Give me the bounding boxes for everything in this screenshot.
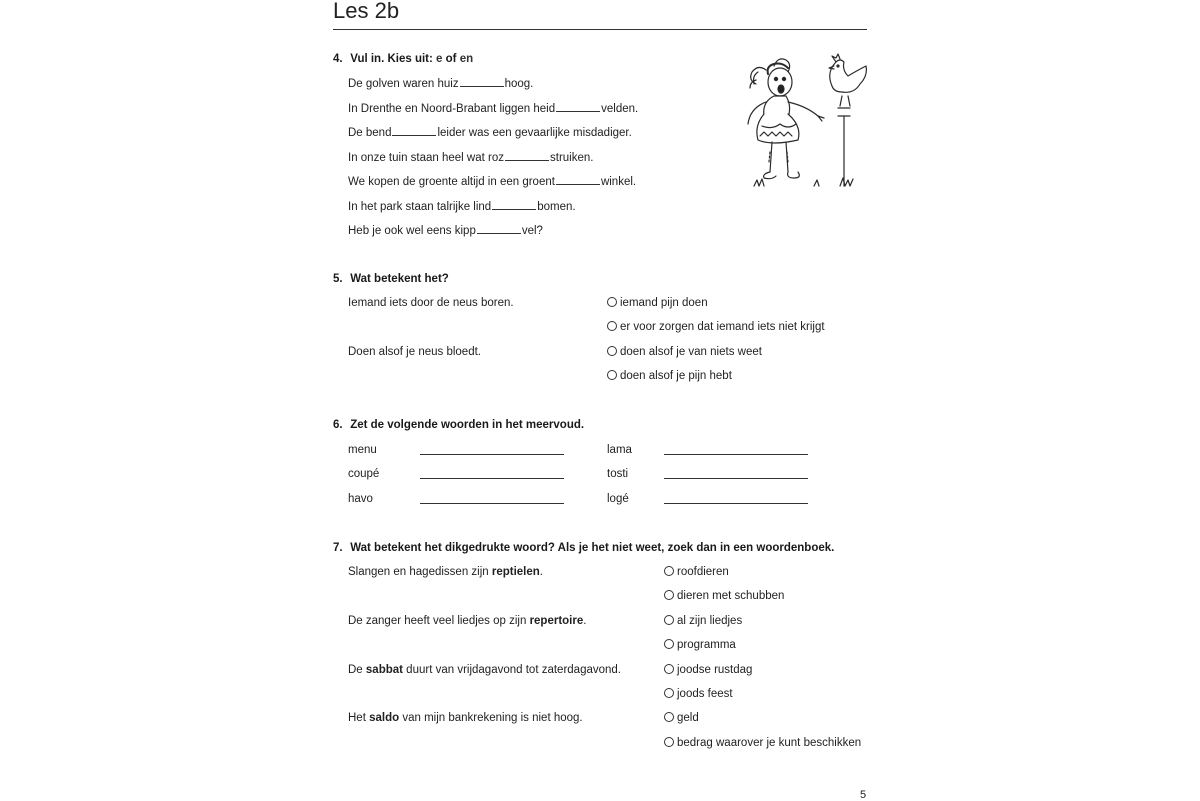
page-title: Les 2b	[333, 0, 400, 23]
answer-line[interactable]	[420, 478, 564, 479]
radio-button[interactable]	[664, 737, 674, 747]
option-en: en	[459, 53, 474, 65]
fill-in-blank[interactable]	[460, 77, 504, 87]
choice-label: programma	[677, 639, 736, 651]
choice-label: doen alsof je pijn hebt	[620, 370, 732, 382]
q7-sentence	[348, 566, 543, 578]
answer-line[interactable]	[664, 454, 808, 455]
choice-label: al zijn liedjes	[677, 615, 743, 627]
sentence-start: De golven waren huiz	[348, 78, 459, 90]
sentence-start: Slangen en hagedissen zijn	[348, 566, 492, 578]
q4-sentence	[348, 175, 636, 188]
question-5-heading	[333, 273, 449, 285]
q5-choice[interactable]	[607, 346, 762, 358]
q7-sentence	[348, 712, 583, 724]
question-7-number: 7.	[333, 542, 343, 554]
sentence-end: van mijn bankrekening is niet hoog.	[399, 712, 583, 724]
q4-sentence	[348, 224, 543, 237]
option-e: e	[436, 53, 443, 65]
q6-word: coupé	[348, 468, 380, 480]
question-7-heading	[333, 542, 834, 554]
sentence-start: In onze tuin staan heel wat roz	[348, 152, 504, 164]
choice-label: iemand pijn doen	[620, 297, 708, 309]
q4-sentence	[348, 77, 533, 90]
answer-line[interactable]	[420, 454, 564, 455]
question-5-number: 5.	[333, 273, 343, 285]
radio-button[interactable]	[607, 321, 617, 331]
q6-word: logé	[607, 493, 629, 505]
sentence-start: De bend	[348, 127, 392, 139]
sentence-end: hoog.	[504, 78, 534, 90]
question-4-heading	[333, 53, 473, 65]
sentence-start: In Drenthe en Noord-Brabant liggen heid	[348, 103, 556, 115]
title-divider	[333, 29, 867, 30]
choice-label: dieren met schubben	[677, 590, 785, 602]
q7-choice[interactable]	[664, 566, 729, 578]
question-4-instruction: Vul in. Kies uit:	[350, 53, 433, 65]
fill-in-blank[interactable]	[392, 126, 436, 136]
question-5-instruction: Wat betekent het?	[350, 273, 449, 285]
page-number: 5	[860, 789, 867, 801]
radio-button[interactable]	[664, 688, 674, 698]
q6-word: tosti	[607, 468, 629, 480]
sentence-end: velden.	[601, 103, 639, 115]
sentence-end: vel?	[521, 225, 543, 237]
radio-button[interactable]	[607, 297, 617, 307]
q4-sentence	[348, 126, 632, 139]
choice-label: joodse rustdag	[677, 664, 753, 676]
q4-sentence	[348, 102, 638, 115]
radio-button[interactable]	[664, 615, 674, 625]
q7-choice[interactable]	[664, 664, 752, 676]
radio-button[interactable]	[607, 346, 617, 356]
q7-sentence	[348, 664, 621, 676]
question-6-number: 6.	[333, 419, 343, 431]
option-separator: of	[445, 53, 457, 65]
q6-word: menu	[348, 444, 377, 456]
q7-choice[interactable]	[664, 737, 861, 749]
q7-choice[interactable]	[664, 639, 736, 651]
q7-choice[interactable]	[664, 615, 742, 627]
sentence-start: De zanger heeft veel liedjes op zijn	[348, 615, 530, 627]
q4-sentence	[348, 200, 576, 213]
choice-label: doen alsof je van niets weet	[620, 346, 762, 358]
question-6-instruction: Zet de volgende woorden in het meervoud.	[350, 419, 585, 431]
fill-in-blank[interactable]	[556, 102, 600, 112]
radio-button[interactable]	[664, 590, 674, 600]
sentence-start: Heb je ook wel eens kipp	[348, 225, 476, 237]
sentence-start: De	[348, 664, 366, 676]
fill-in-blank[interactable]	[492, 200, 536, 210]
q5-choice[interactable]	[607, 297, 708, 309]
question-7-instruction: Wat betekent het dikgedrukte woord? Als je het niet weet, zoek dan in een woordenboek.	[350, 542, 835, 554]
sentence-end: duurt van vrijdagavond tot zaterdagavond.	[402, 664, 621, 676]
sentence-start: We kopen de groente altijd in een groent	[348, 176, 555, 188]
sentence-end: bomen.	[537, 201, 576, 213]
q6-word: havo	[348, 493, 373, 505]
q7-choice[interactable]	[664, 590, 784, 602]
sentence-end: .	[539, 566, 543, 578]
sentence-end: struiken.	[550, 152, 594, 164]
sentence-end: winkel.	[600, 176, 637, 188]
question-4-number: 4.	[333, 53, 343, 65]
sentence-start: Het	[348, 712, 370, 724]
answer-line[interactable]	[664, 503, 808, 504]
fill-in-blank[interactable]	[556, 175, 600, 185]
radio-button[interactable]	[607, 370, 617, 380]
q7-sentence	[348, 615, 586, 627]
bold-word: saldo	[369, 712, 400, 724]
answer-line[interactable]	[420, 503, 564, 504]
fill-in-blank[interactable]	[477, 224, 521, 234]
q5-prompt: Iemand iets door de neus boren.	[348, 297, 514, 309]
radio-button[interactable]	[664, 712, 674, 722]
q6-word: lama	[607, 444, 632, 456]
sentence-start: In het park staan talrijke lind	[348, 201, 492, 213]
q5-choice[interactable]	[607, 370, 732, 382]
answer-line[interactable]	[664, 478, 808, 479]
bold-word: repertoire	[529, 615, 584, 627]
q7-choice[interactable]	[664, 712, 699, 724]
radio-button[interactable]	[664, 664, 674, 674]
q4-sentence	[348, 151, 593, 164]
choice-label: bedrag waarover je kunt beschikken	[677, 737, 862, 749]
choice-label: joods feest	[677, 688, 733, 700]
bold-word: sabbat	[365, 664, 403, 676]
question-6-heading	[333, 419, 584, 431]
sentence-end: leider was een gevaarlijke misdadiger.	[437, 127, 632, 139]
sentence-end: .	[583, 615, 587, 627]
girl-and-chicken-illustration	[744, 52, 868, 194]
q7-choice[interactable]	[664, 688, 733, 700]
choice-label: er voor zorgen dat iemand iets niet krijgt	[620, 321, 825, 333]
q5-choice[interactable]	[607, 321, 825, 333]
q5-prompt: Doen alsof je neus bloedt.	[348, 346, 481, 358]
choice-label: geld	[677, 712, 699, 724]
radio-button[interactable]	[664, 566, 674, 576]
bold-word: reptielen	[491, 566, 540, 578]
choice-label: roofdieren	[677, 566, 729, 578]
radio-button[interactable]	[664, 639, 674, 649]
fill-in-blank[interactable]	[505, 151, 549, 161]
